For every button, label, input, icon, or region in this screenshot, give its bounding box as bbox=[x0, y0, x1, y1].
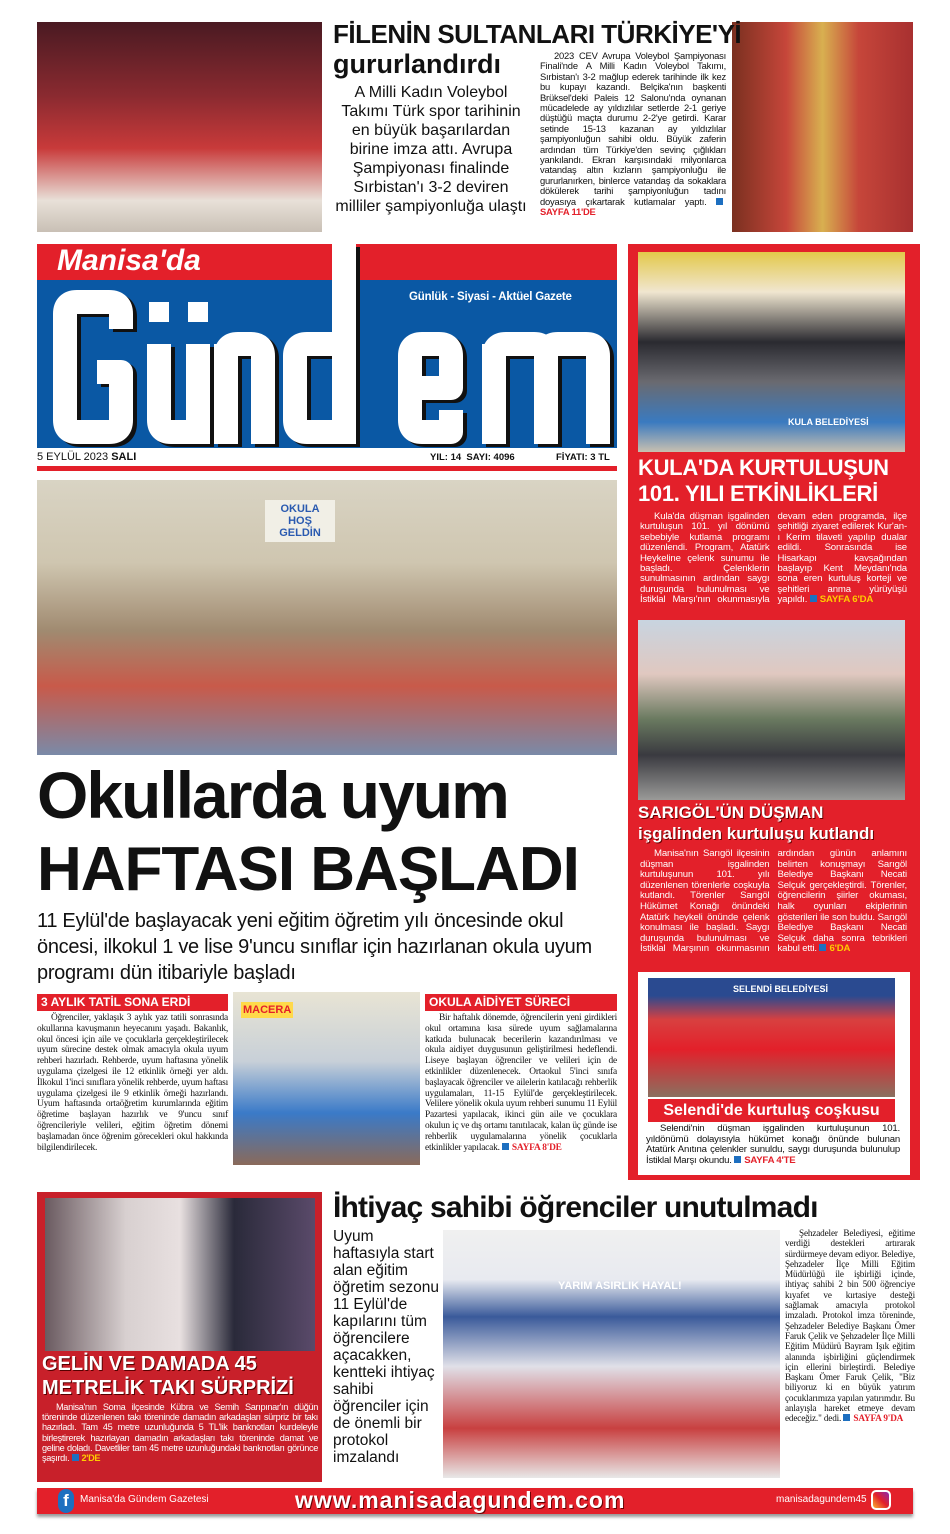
section-2-body: Bir haftalık dönemde, öğrencilerin yeni girdikleri okul ortamına kısa sürede uyum sağlamalarına katkıda bulunacak becerilerin kazandırılması ve okula aidiyet duygusunun geliştirilmesi hedeflendi. Liseye başlayan öğrenciler ve velileri için de etkinlikler düzenlenecek. Ortaokul 5'inci sınıfa başlayacak öğrenciler ve ailelerin katılacağı rehberlik uygulamaları, 11-15 Eylül'de gerçekleştirilecek. Velilere yönelik okula uyum rehberi sunumu 11 Eylül Pazartesi yapılacak, ikinci gün aile ve çocuklara okulun iç ve dış ortamı tanıtılacak, kalan üç günde ise rehberlik uygulamalarına yönelik çocuklarla etkinlikler yapılacak. SAYFA 8'DE bbox=[425, 1013, 617, 1153]
top-body: 2023 CEV Avrupa Voleybol Şampiyonası Finali'nde A Milli Kadın Voleybol Takımı, Sırbistan'ı 3-2 mağlup ederek tarihinde ilk kez bu kupayı kazandı. Belçika'nın başkenti Brüksel'deki Paleis 12 Salonu'nda oynanan mücadelede ay yıldızlılar setlerde 2-1 geriye düştüğü maçta durumu 2-2'ye getirdi. Karar setinde 15-13 kazanan ay yıldızlılar şampiyonluğun sahibi oldu. Büyük zaferin ardından tüm Türkiye'den sevinç çığlıkları yankılandı. Ekran karşısındaki milyonlarca vatandaş altın kızların şampiyonluğu ile gururlanırken, binlerce vatandaş da sokaklara dökülerek tarihi şampiyonluğun tadını doyasıya çıkartarak kutlamalar yaptı. SAYFA 11'DE bbox=[540, 50, 726, 218]
selendi-flag-photo bbox=[648, 978, 895, 1097]
students-headline: İhtiyaç sahibi öğrenciler unutulmadı bbox=[333, 1191, 818, 1224]
instagram-link[interactable]: manisadagundem45 bbox=[776, 1494, 867, 1505]
kula-headline: KULA'DA KURTULUŞUN 101. YILI ETKİNLİKLERİ bbox=[638, 455, 889, 506]
selendi-headline: Selendi'de kurtuluş coşkusu bbox=[648, 1099, 895, 1122]
issue-date: 5 EYLÜL 2023 SALI bbox=[37, 451, 137, 463]
main-headline-2: HAFTASI BAŞLADI bbox=[37, 835, 579, 904]
classroom-sign: OKULA HOŞ GELDİN bbox=[265, 500, 335, 542]
selendi-sign: SELENDİ BELEDİYESİ bbox=[733, 984, 829, 994]
teacher-student-photo bbox=[233, 992, 420, 1165]
facebook-icon[interactable]: f bbox=[58, 1489, 74, 1513]
masthead-rule bbox=[37, 466, 617, 471]
sarigol-headline: SARIGÖL'ÜN DÜŞMAN işgalinden kurtuluşu kutlandı bbox=[638, 803, 875, 843]
kula-ceremony-photo bbox=[638, 252, 905, 452]
wedding-body: Manisa'nın Soma ilçesinde Kübra ve Semih Sarıpınar'ın düğün töreninde düzenlenen takı töreninde damadın arkadaşları sürpriz bir takı hazırladı. Tam 45 metre uzunluğunda 5 TL'lik banknotları kurdeleyle birleştirerek hazırlayan damadın arkadaşları takı töreninde damat ve geline doladı. Davetliler tam 45 metre uzunluğundaki banknotları görünce şaşırdı. 2'DE bbox=[42, 1402, 318, 1464]
banner-sign: YARIM ASIRLIK HAYAL! bbox=[558, 1280, 682, 1292]
main-headline-1: Okullarda uyum bbox=[37, 758, 508, 832]
volleyball-team-photo bbox=[37, 22, 322, 232]
sarigol-ceremony-photo bbox=[638, 620, 905, 800]
wedding-headline: GELİN VE DAMADA 45 METRELİK TAKI SÜRPRİZİ bbox=[42, 1353, 294, 1399]
section-1-title: 3 AYLIK TATİL SONA ERDİ bbox=[37, 994, 228, 1011]
page-ref: 2'DE bbox=[72, 1453, 101, 1463]
kula-body: Kula'da düşman işgalinden kurtuluşun 101. yıl dönümü sebebiyle kutlama programı düzenlendi. Program, Atatürk Heykeline çelenk sunumu ile başladı. Çelenklerin sunulmasının ardından saygı duruşunda bulunulması ve İstiklal Marşı'nın okunmasıyla devam eden programda, ilçe şehitliği ziyaret edilerek Kur'an-ı Kerim tilaveti yapılıp dualar edildi. Sonrasında ise Hisarkapı kavşağından başlayıp Kent Meydanı'nda sona eren kurtuluş korteji ve şehitleri anma yürüyüşü yapıldı. SAYFA 6'DA bbox=[640, 511, 907, 606]
kula-sign: KULA BELEDİYESİ bbox=[788, 417, 869, 427]
wedding-photo bbox=[45, 1198, 315, 1351]
trophy-players-photo bbox=[732, 22, 913, 232]
website-link[interactable]: www.manisadagundem.com bbox=[295, 1487, 626, 1513]
selendi-body: Selendi'nin düşman işgalinden kurtuluşunun 101. yıldönümü dolayısıyla hükümet konağı önünde bulunan Atatürk Anıtına çelenkler sunuldu, saygı duruşunda bulunulup İstiklal Marşı okundu. SAYFA 4'TE bbox=[646, 1123, 900, 1166]
page-ref: SAYFA 9'DA bbox=[843, 1413, 903, 1423]
page-ref: SAYFA 6'DA bbox=[810, 594, 873, 605]
macera-sign: MACERA bbox=[243, 1004, 292, 1016]
page-ref: 6'DA bbox=[819, 943, 850, 954]
section-2-title: OKULA AİDİYET SÜRECİ bbox=[425, 994, 617, 1011]
masthead-prefix: Manisa'da bbox=[57, 244, 201, 277]
sarigol-body: Manisa'nın Sarıgöl ilçesinin düşman işgalinden kurtuluşunun 101. yılı düzenlenen törenlerle coşkuyla kutlandı. Törenler Sarıgöl Hükümet Konağı önündeki Atatürk heykeli önünde çelenk konulması ile başladı. Saygı duruşunda bulunulması ve İstiklal Marşının okunmasının ardından günün anlamını belirten konuşmayı Sarıgöl Belediye Başkanı Necati Selçuk gerçekleştirdi. Törenler, öğrencilerin şiirler okuması, halk oyunları ekiplerinin gösterileri ile son buldu. Sarıgöl Belediye Başkanı Necati Selçuk daha sonra tebrikleri kabul etti. 6'DA bbox=[640, 848, 907, 955]
classroom-photo bbox=[37, 480, 617, 755]
page-ref: SAYFA 8'DE bbox=[502, 1143, 562, 1153]
instagram-icon[interactable] bbox=[871, 1490, 891, 1510]
protocol-signing-photo bbox=[443, 1230, 780, 1478]
top-subtitle: A Milli Kadın Voleybol Takımı Türk spor tarihinin en büyük başarılardan birine imza attı. Avrupa Şampiyonası finalinde Sırbistan'ı 3-2 deviren milliler şampiyonluğa ulaştı bbox=[335, 84, 527, 215]
students-body: Şehzadeler Belediyesi, eğitime verdiği destekleri artırarak sürdürmeye devam ediyor. Belediye, Şehzadeler İlçe Milli Eğitim Müdürlüğü ile işbirliği içinde, ihtiyaç sahibi 2 bin 500 öğrenciye kıyafet ve kırtasiye desteği sağlamak amacıyla protokol imzaladı. Protokol imza töreninde, Şehzadeler Belediye Başkanı Ömer Faruk Çelik ve Şehzadeler İlçe Milli Eğitim Müdürü Bayram Işık eğitim alanında işbirliğini güçlendirmek için ellerini birleştirdi. Belediye Başkanı Ömer Faruk Çelik, "Biz biliyoruz ki en büyük yatırım çocuklarımıza yapılan yatırımdır. Bu anlayışla hareket etmeye devam edeceğiz." dedi. SAYFA 9'DA bbox=[785, 1228, 915, 1424]
masthead-tagline: Günlük - Siyasi - Aktüel Gazete bbox=[409, 291, 572, 303]
price: FİYATI: 3 TL bbox=[556, 452, 610, 463]
students-subtitle: Uyum haftasıyla start alan eğitim öğretim sezonu 11 Eylül'de kapılarını tüm öğrencilere açacakken, kentteki ihtiyaç sahibi öğrenciler için de önemli bir protokol imzalandı bbox=[333, 1228, 439, 1466]
masthead bbox=[37, 244, 617, 448]
issue-number: YIL: 14 SAYI: 4096 bbox=[430, 452, 515, 463]
main-subtitle: 11 Eylül'de başlayacak yeni eğitim öğretim yılı öncesinde okul öncesi, ilkokul 1 ve lise 9'uncu sınıflar için hazırlanan okula uyum programı dün itibariyle başladı bbox=[37, 910, 592, 984]
page-ref: SAYFA 11'DE bbox=[540, 196, 726, 217]
top-headline-2: gururlandırdı bbox=[333, 49, 501, 79]
section-1-body: Öğrenciler, yaklaşık 3 aylık yaz tatili sonrasında okullarına kavuşmanın heyecanını yaşadı. Bakanlık, okul öncesi için aile ve çocuklarla gerçekleştirilecek uyum sürecine destek olmak amacıyla okula uyum rehberi hazırladı. Rehberde, uyum haftasına yönelik uygulama çizelgesi ile 12 etkinlik örneği yer aldı. İlkokul 1'inci sınıflara yönelik rehberde, uyum haftası uygulama çizelgesi ile 9 etkinlik örneği hazırlandı. Uyum haftasında ortaöğretim kurumlarında eğitim öğretime başlayan hazırlık ve 9'uncu sınıf öğrencileriyle velileri, eğitim öğretim dönemi başlamadan önce öğrenim görecekleri okul hakkında bilgilendirilecek. bbox=[37, 1013, 228, 1153]
facebook-link[interactable]: Manisa'da Gündem Gazetesi bbox=[80, 1494, 209, 1505]
page-ref: SAYFA 4'TE bbox=[734, 1155, 795, 1166]
top-headline-1: FİLENİN SULTANLARI TÜRKİYE'Yİ bbox=[333, 19, 742, 49]
